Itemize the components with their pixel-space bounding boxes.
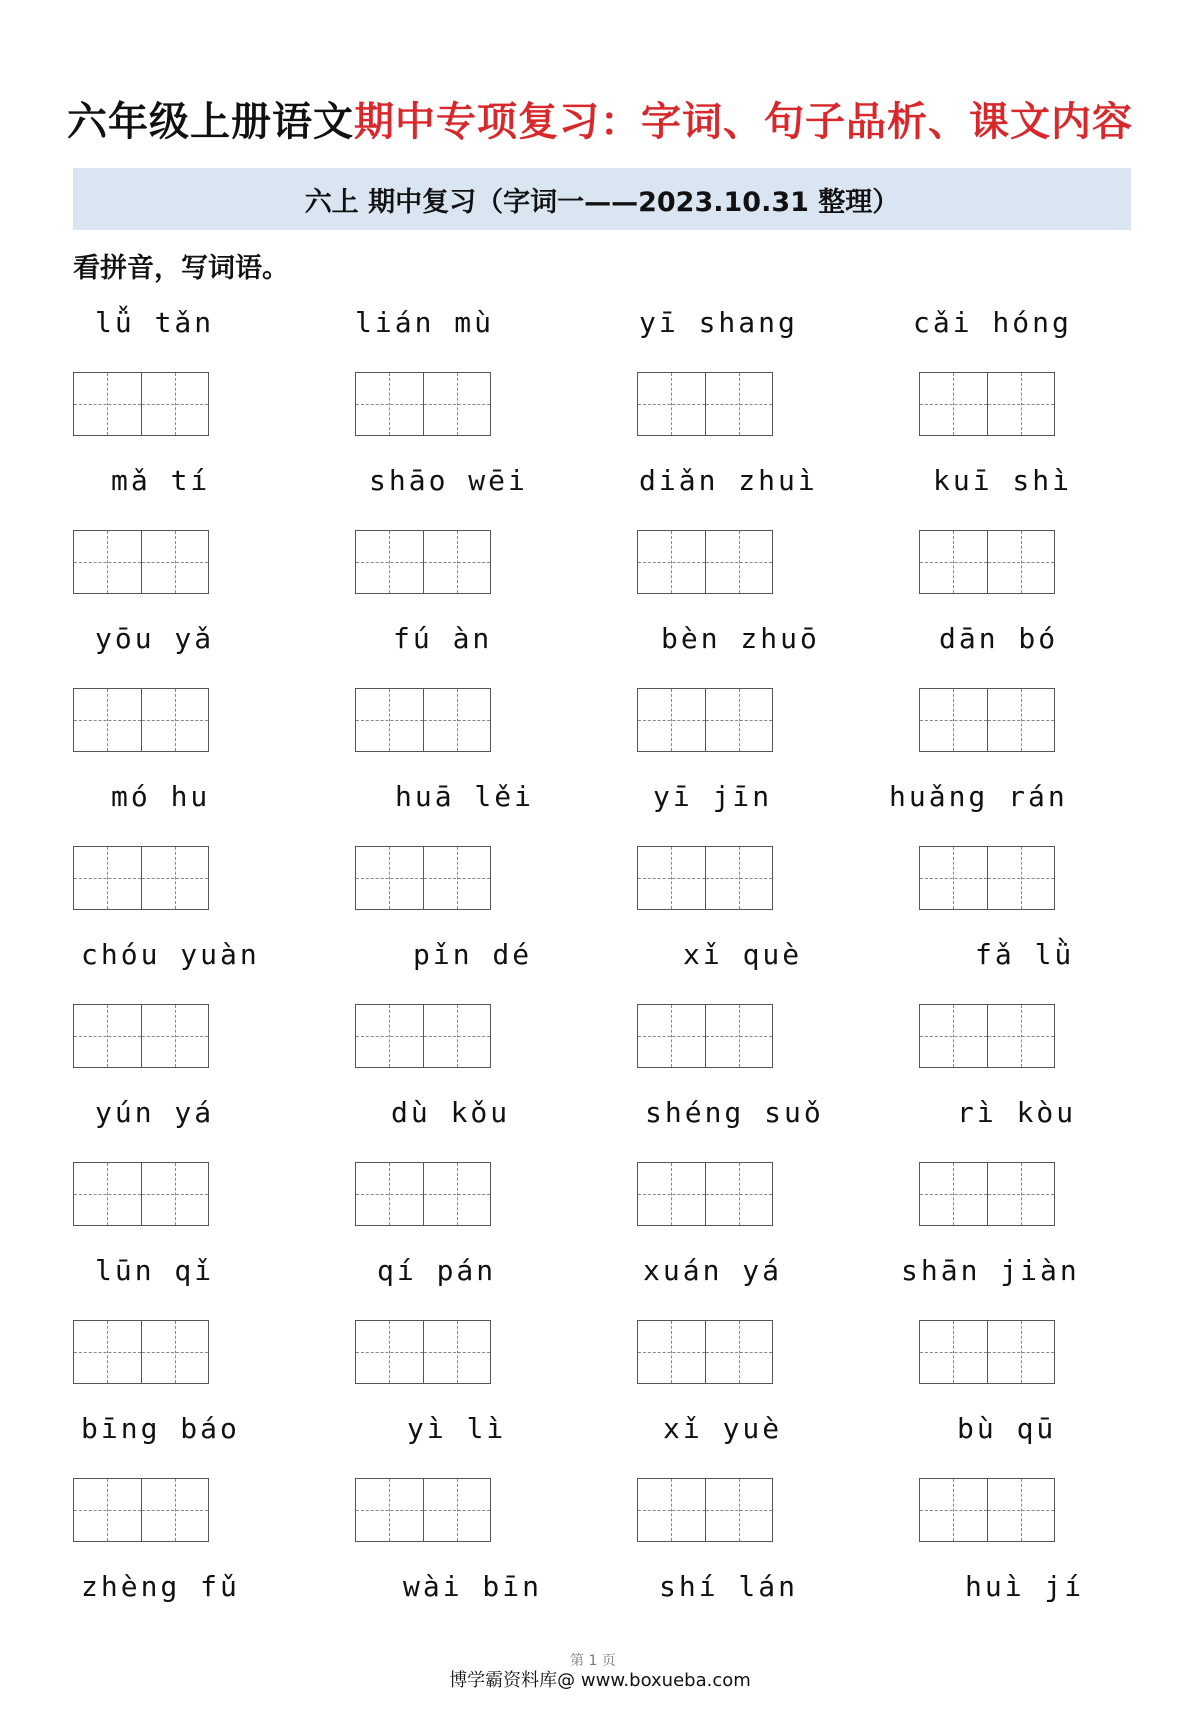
character-box[interactable]	[705, 1479, 773, 1541]
character-box[interactable]	[356, 1479, 423, 1541]
word-item	[901, 1248, 1179, 1406]
pinyin-label: kuī shì	[933, 464, 1073, 497]
word-item	[919, 458, 1179, 616]
character-box[interactable]	[423, 689, 491, 751]
word-row	[73, 458, 1131, 616]
word-row	[73, 1406, 1131, 1564]
character-box[interactable]	[356, 1163, 423, 1225]
character-box[interactable]	[141, 689, 209, 751]
writing-box-pair[interactable]	[919, 530, 1055, 594]
character-box[interactable]	[638, 1479, 705, 1541]
pinyin-label: chóu yuàn	[81, 938, 260, 971]
writing-box-pair[interactable]	[637, 372, 773, 436]
character-box[interactable]	[423, 1163, 491, 1225]
word-item	[355, 774, 615, 932]
word-item	[73, 774, 333, 932]
character-box[interactable]	[920, 373, 987, 435]
word-item	[637, 932, 897, 1090]
character-box[interactable]	[74, 1479, 141, 1541]
writing-box-pair[interactable]	[73, 530, 209, 594]
pinyin-grid	[73, 300, 1131, 1722]
pinyin-label: mó hu	[111, 780, 211, 813]
pinyin-label: dù kǒu	[391, 1096, 511, 1129]
character-box[interactable]	[705, 373, 773, 435]
pinyin-label: lǚ tǎn	[95, 306, 215, 339]
character-box[interactable]	[356, 373, 423, 435]
character-box[interactable]	[920, 1479, 987, 1541]
writing-box-pair[interactable]	[919, 1004, 1055, 1068]
pinyin-label: rì kòu	[957, 1096, 1077, 1129]
page-title	[0, 90, 1200, 147]
section-banner: 六上 期中复习（字词一——2023.10.31 整理）	[73, 168, 1131, 230]
character-box[interactable]	[920, 1005, 987, 1067]
writing-box-pair[interactable]	[919, 1320, 1055, 1384]
word-item	[355, 1248, 615, 1406]
character-box[interactable]	[638, 847, 705, 909]
character-box[interactable]	[638, 689, 705, 751]
character-box[interactable]	[705, 689, 773, 751]
pinyin-label: mǎ tí	[111, 464, 211, 497]
writing-box-pair[interactable]	[355, 846, 491, 910]
character-box[interactable]	[705, 531, 773, 593]
character-box[interactable]	[638, 373, 705, 435]
character-box[interactable]	[705, 1163, 773, 1225]
word-item	[919, 616, 1179, 774]
word-item	[919, 1090, 1179, 1248]
pinyin-label: pǐn dé	[413, 938, 533, 971]
character-box[interactable]	[356, 1005, 423, 1067]
character-box[interactable]	[356, 847, 423, 909]
writing-box-pair[interactable]	[919, 372, 1055, 436]
writing-box-pair[interactable]	[919, 1478, 1055, 1542]
word-item	[73, 1248, 333, 1406]
character-box[interactable]	[141, 1479, 209, 1541]
writing-box-pair[interactable]	[355, 688, 491, 752]
writing-box-pair[interactable]	[73, 688, 209, 752]
pinyin-label: shí lán	[659, 1570, 799, 1603]
character-box[interactable]	[638, 1163, 705, 1225]
word-item	[637, 1248, 897, 1406]
word-item	[919, 932, 1179, 1090]
pinyin-label: yōu yǎ	[95, 622, 215, 655]
pinyin-label: lián mù	[355, 306, 495, 339]
writing-box-pair[interactable]	[637, 1162, 773, 1226]
pinyin-label: cǎi hóng	[913, 306, 1072, 339]
character-box[interactable]	[920, 531, 987, 593]
writing-box-pair[interactable]	[637, 1004, 773, 1068]
writing-box-pair[interactable]	[355, 1320, 491, 1384]
word-row	[73, 1248, 1131, 1406]
title-black-part: 六年级上册语文	[67, 99, 354, 145]
word-row	[73, 616, 1131, 774]
character-box[interactable]	[987, 373, 1055, 435]
word-item	[73, 1090, 333, 1248]
pinyin-label: dān bó	[939, 622, 1059, 655]
character-box[interactable]	[987, 1005, 1055, 1067]
character-box[interactable]	[356, 1321, 423, 1383]
character-box[interactable]	[74, 847, 141, 909]
character-box[interactable]	[423, 531, 491, 593]
character-box[interactable]	[920, 689, 987, 751]
character-box[interactable]	[141, 1005, 209, 1067]
word-row	[73, 1090, 1131, 1248]
writing-box-pair[interactable]	[355, 1478, 491, 1542]
character-box[interactable]	[423, 1321, 491, 1383]
character-box[interactable]	[705, 1005, 773, 1067]
character-box[interactable]	[356, 689, 423, 751]
pinyin-label: bèn zhuō	[661, 622, 820, 655]
pinyin-label: yì lì	[407, 1412, 507, 1445]
character-box[interactable]	[987, 689, 1055, 751]
character-box[interactable]	[423, 1479, 491, 1541]
character-box[interactable]	[141, 373, 209, 435]
character-box[interactable]	[141, 1163, 209, 1225]
word-item	[73, 932, 333, 1090]
word-row	[73, 774, 1131, 932]
word-row	[73, 300, 1131, 458]
character-box[interactable]	[705, 1321, 773, 1383]
word-item	[637, 1406, 897, 1564]
word-item	[637, 1090, 897, 1248]
word-item	[637, 616, 897, 774]
pinyin-label: shān jiàn	[901, 1254, 1080, 1287]
writing-box-pair[interactable]	[73, 1162, 209, 1226]
pinyin-label: huā lěi	[395, 780, 535, 813]
word-item	[913, 300, 1179, 458]
word-item	[73, 300, 333, 458]
writing-box-pair[interactable]	[73, 846, 209, 910]
writing-box-pair[interactable]	[355, 1004, 491, 1068]
writing-box-pair[interactable]	[355, 1162, 491, 1226]
writing-box-pair[interactable]	[637, 846, 773, 910]
word-item	[637, 774, 897, 932]
word-item	[355, 1090, 615, 1248]
writing-box-pair[interactable]	[919, 1162, 1055, 1226]
pinyin-label: huǎng rán	[889, 780, 1068, 813]
footer-watermark: 博学霸资料库@ www.boxueba.com	[449, 1670, 751, 1691]
character-box[interactable]	[987, 1479, 1055, 1541]
pinyin-label: shāo wēi	[369, 464, 528, 497]
word-item	[355, 300, 615, 458]
writing-box-pair[interactable]	[919, 846, 1055, 910]
pinyin-label: yī shang	[639, 306, 798, 339]
pinyin-label: wài bīn	[403, 1570, 543, 1603]
character-box[interactable]	[987, 1163, 1055, 1225]
writing-box-pair[interactable]	[355, 372, 491, 436]
character-box[interactable]	[638, 1321, 705, 1383]
word-item	[355, 1564, 615, 1722]
pinyin-label: qí pán	[377, 1254, 497, 1287]
character-box[interactable]	[74, 373, 141, 435]
writing-box-pair[interactable]	[73, 1004, 209, 1068]
writing-box-pair[interactable]	[73, 372, 209, 436]
writing-box-pair[interactable]	[73, 1478, 209, 1542]
word-item	[355, 932, 615, 1090]
writing-box-pair[interactable]	[637, 688, 773, 752]
pinyin-label: xǐ yuè	[663, 1412, 783, 1445]
word-item	[73, 1564, 333, 1722]
word-item	[889, 774, 1179, 932]
pinyin-label: zhèng fǔ	[81, 1570, 240, 1603]
pinyin-label: diǎn zhuì	[639, 464, 818, 497]
word-item	[637, 300, 897, 458]
pinyin-label: yún yá	[95, 1096, 215, 1129]
character-box[interactable]	[920, 847, 987, 909]
pinyin-label: fú àn	[393, 622, 493, 655]
character-box[interactable]	[705, 847, 773, 909]
word-item	[919, 1406, 1179, 1564]
pinyin-label: xǐ què	[683, 938, 803, 971]
character-box[interactable]	[638, 1005, 705, 1067]
character-box[interactable]	[141, 531, 209, 593]
word-row	[73, 1564, 1131, 1722]
character-box[interactable]	[356, 531, 423, 593]
pinyin-label: lūn qǐ	[95, 1254, 215, 1287]
character-box[interactable]	[423, 847, 491, 909]
instruction-text: 看拼音，写词语。	[73, 253, 289, 284]
word-item	[73, 616, 333, 774]
character-box[interactable]	[423, 373, 491, 435]
pinyin-label: yī jīn	[653, 780, 773, 813]
character-box[interactable]	[638, 531, 705, 593]
pinyin-label: huì jí	[965, 1570, 1085, 1603]
character-box[interactable]	[74, 689, 141, 751]
title-red-part: 期中专项复习：字词、句子品析、课文内容	[354, 99, 1133, 145]
writing-box-pair[interactable]	[637, 530, 773, 594]
character-box[interactable]	[987, 1321, 1055, 1383]
writing-box-pair[interactable]	[637, 1478, 773, 1542]
pinyin-label: bù qū	[957, 1412, 1057, 1445]
word-item	[355, 458, 615, 616]
character-box[interactable]	[920, 1321, 987, 1383]
character-box[interactable]	[987, 531, 1055, 593]
pinyin-label: fǎ lǜ	[975, 938, 1075, 971]
pinyin-label: xuán yá	[643, 1254, 783, 1287]
word-row	[73, 932, 1131, 1090]
character-box[interactable]	[74, 1321, 141, 1383]
character-box[interactable]	[141, 847, 209, 909]
character-box[interactable]	[423, 1005, 491, 1067]
word-item	[355, 616, 615, 774]
character-box[interactable]	[987, 847, 1055, 909]
pinyin-label: shéng suǒ	[645, 1096, 824, 1129]
page-number: 第 1 页	[570, 1653, 616, 1669]
writing-box-pair[interactable]	[73, 1320, 209, 1384]
word-item	[73, 458, 333, 616]
character-box[interactable]	[74, 531, 141, 593]
character-box[interactable]	[74, 1005, 141, 1067]
writing-box-pair[interactable]	[637, 1320, 773, 1384]
pinyin-label: bīng báo	[81, 1412, 240, 1445]
word-item	[919, 1564, 1179, 1722]
character-box[interactable]	[74, 1163, 141, 1225]
word-item	[637, 458, 897, 616]
word-item	[355, 1406, 615, 1564]
word-item	[73, 1406, 333, 1564]
character-box[interactable]	[920, 1163, 987, 1225]
writing-box-pair[interactable]	[919, 688, 1055, 752]
writing-box-pair[interactable]	[355, 530, 491, 594]
word-item	[637, 1564, 897, 1722]
character-box[interactable]	[141, 1321, 209, 1383]
